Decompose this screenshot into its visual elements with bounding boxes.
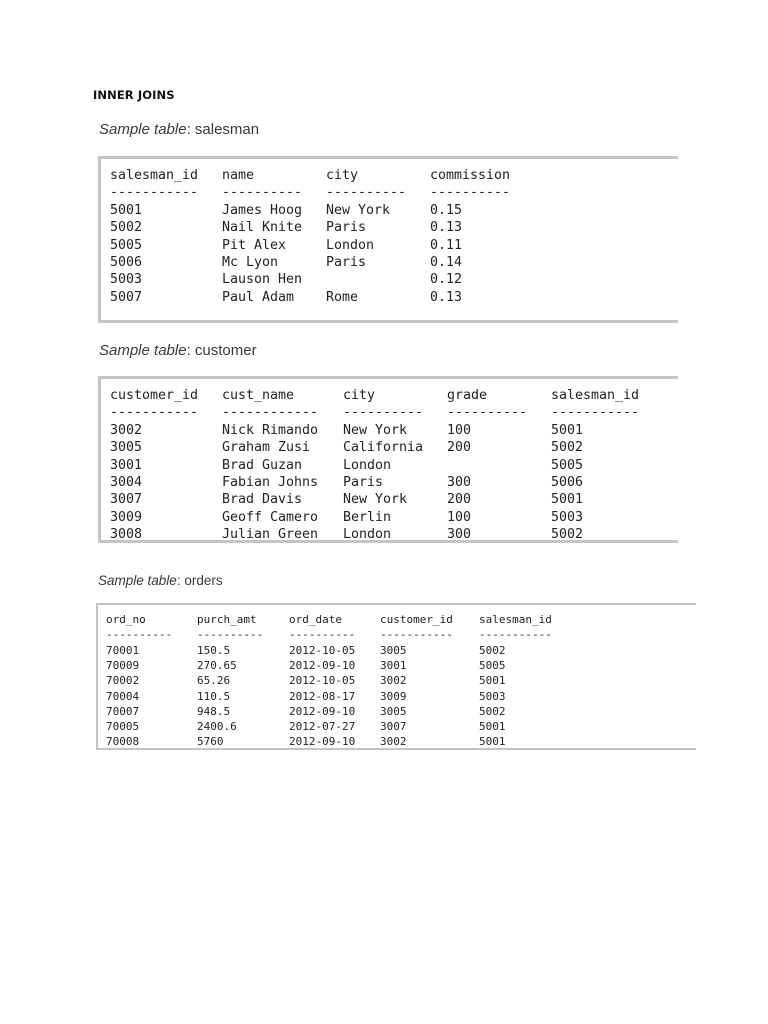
customer-table-row-cell: Fabian Johns [222,475,319,490]
orders-header-row-cell: ord_date [289,613,342,626]
customer-table-row-cell: London [343,457,392,473]
salesman-table-row-cell: 5002 [110,220,143,236]
orders-table-row-cell: 270.65 [197,658,237,672]
customer-table-row-cell: 5001 [551,492,584,508]
customer-table-row-cell: 5005 [551,457,584,473]
orders-table-row-cell: 5001 [479,720,506,734]
orders-table-row-cell: 70007 [106,704,140,718]
salesman-caption-rest: : salesman [186,121,260,138]
salesman-table-row-cell: New York [326,202,391,218]
orders-table-row-cell: 70001 [106,643,140,657]
orders-table-row-cell: 5002 [479,643,506,657]
orders-table-row-cell: 70008 [106,735,140,749]
orders-table-row-cell: 5005 [479,658,506,672]
customer-table-row-cell: 3001 [110,457,143,473]
orders-header-row-cell: customer_id [380,613,453,626]
customer-table-row-cell: 5002 [551,440,584,456]
orders-header-row-cell: ord_no [106,613,146,626]
orders-table-row-cell: 2012-10-05 [289,643,356,657]
customer-header-row-cell: city [343,388,376,403]
orders-table-row-cell: 2012-09-10 [289,704,356,718]
customer-table-row-cell: Geoff Camero [222,509,319,525]
orders-table-row-cell: 65.26 [197,674,231,688]
customer-caption-rest: : customer [186,342,257,359]
salesman-table-row-cell: Rome [326,289,359,305]
orders-caption-rest: : orders [176,573,223,588]
customer-table-row-cell: Brad Davis [222,492,303,508]
customer-separator-row-cell: ---------- [343,405,424,421]
salesman-table-row-cell: 0.15 [430,202,463,218]
salesman-table-row-cell: London [326,237,375,253]
salesman-table-row-cell: Paris [326,255,367,270]
orders-table-row-cell: 5003 [479,689,506,703]
customer-table-row-cell: California [343,440,424,456]
orders-table-row-cell: 948.5 [197,704,231,718]
customer-table-row-cell: Paris [343,475,384,490]
customer-separator-row-cell: ---------- [447,405,528,421]
customer-header-row-cell: customer_id [110,388,199,403]
orders-separator-row-cell: ---------- [289,628,356,642]
salesman-table-row-cell: 5001 [110,202,143,218]
customer-table-row-cell: 3008 [110,527,143,543]
salesman-caption-em: Sample table [99,121,187,138]
salesman-header-row-cell: salesman_id [110,168,199,183]
salesman-table-row-cell: Paul Adam [222,289,295,305]
orders-table-row-cell: 3005 [380,704,407,718]
customer-table-row-cell: 200 [447,440,472,456]
customer-header-row-cell: grade [447,388,488,403]
salesman-table-row-cell: 0.12 [430,272,463,288]
salesman-table-row-cell: 5005 [110,237,143,253]
orders-header-row-cell: purch_amt [197,613,257,626]
orders-table-row-cell: 3001 [380,658,407,672]
salesman-table-row-cell: Mc Lyon [222,255,279,270]
orders-table-row-cell: 2012-07-27 [289,720,356,734]
orders-table-row-cell: 70009 [106,658,140,672]
customer-header-row-cell: salesman_id [551,388,640,403]
salesman-table-row-cell: 5007 [110,289,143,305]
customer-table-row-cell: Graham Zusi [222,440,311,456]
salesman-table-row-cell: 0.13 [430,220,463,236]
customer-table-row-cell: 5002 [551,527,584,543]
salesman-table-row-cell: 0.11 [430,237,463,253]
customer-table-row-cell: Brad Guzan [222,457,303,473]
customer-table-row-cell: New York [343,492,408,508]
salesman-table-row-cell: 5006 [110,255,143,270]
customer-table-row-cell: 3002 [110,422,143,438]
page-heading: INNER JOINS [93,88,175,102]
orders-caption [98,573,223,588]
salesman-header-row-cell: name [222,168,255,183]
salesman-separator-row-cell: ---------- [326,185,407,201]
orders-separator-row-cell: ---------- [197,628,264,642]
salesman-table-row-cell: 5003 [110,272,143,288]
customer-table-row-cell: 3007 [110,492,143,508]
salesman-caption [99,121,259,138]
orders-caption-em: Sample table [98,573,177,588]
customer-caption [99,342,257,359]
customer-table-row-cell: 100 [447,509,472,525]
orders-table-row-cell: 5001 [479,674,506,688]
salesman-separator-row-cell: ----------- [110,185,199,201]
orders-table-row-cell: 150.5 [197,643,231,657]
salesman-header-row-cell: commission [430,168,511,183]
orders-table-row-cell: 70004 [106,689,140,703]
customer-table-row-cell: Julian Green [222,527,319,543]
customer-caption-em: Sample table [99,342,187,359]
orders-table-row-cell: 3009 [380,689,407,703]
orders-separator-row-cell: ---------- [106,628,173,642]
salesman-table-row-cell: James Hoog [222,202,303,218]
customer-table-row-cell: 300 [447,527,472,543]
customer-table-row-cell: 200 [447,492,472,508]
customer-table-row-cell: Nick Rimando [222,422,319,438]
orders-table [96,603,696,750]
customer-table-row-cell: Berlin [343,509,392,525]
orders-separator-row-cell: ----------- [479,628,552,642]
salesman-table-row-cell: 0.14 [430,255,463,270]
customer-table-row-cell: London [343,527,392,543]
customer-header-row-cell: cust_name [222,388,295,403]
orders-table-row-cell: 2012-09-10 [289,658,356,672]
salesman-table-row-cell: 0.13 [430,289,463,305]
orders-table-row-cell: 3007 [380,720,407,734]
orders-table-row-cell: 110.5 [197,689,231,703]
orders-table-row-cell: 5001 [479,735,506,749]
salesman-separator-row-cell: ---------- [222,185,303,201]
orders-table-row-cell: 2012-08-17 [289,689,356,703]
orders-separator-row-cell: ----------- [380,628,453,642]
salesman-header-row-cell: city [326,168,359,183]
customer-table-row-cell: 3005 [110,440,143,456]
customer-separator-row-cell: ----------- [110,405,199,421]
customer-separator-row-cell: ----------- [551,405,640,421]
orders-table-row-cell: 70002 [106,674,140,688]
salesman-table-row-cell: Lauson Hen [222,272,303,288]
customer-table [98,376,678,543]
customer-table-row-cell: 5003 [551,509,584,525]
salesman-table-row-cell: Pit Alex [222,237,287,253]
customer-table-row-cell: 100 [447,422,472,438]
orders-table-row-cell: 5002 [479,704,506,718]
orders-table-row-cell: 2012-09-10 [289,735,356,749]
orders-table-row-cell: 3005 [380,643,407,657]
salesman-table [98,156,678,323]
customer-table-row-cell: New York [343,422,408,438]
orders-table-row-cell: 3002 [380,674,407,688]
customer-table-row-cell: 300 [447,475,472,490]
customer-table-row-cell: 5006 [551,475,584,490]
orders-table-row-cell: 5760 [197,735,224,749]
orders-header-row-cell: salesman_id [479,613,552,626]
orders-table-row-cell: 2012-10-05 [289,674,356,688]
customer-table-row-cell: 5001 [551,422,584,438]
orders-table-row-cell: 3002 [380,735,407,749]
orders-table-row-cell: 2400.6 [197,720,237,734]
orders-table-row-cell: 70005 [106,720,140,734]
customer-table-row-cell: 3009 [110,509,143,525]
salesman-table-row-cell: Paris [326,220,367,236]
customer-table-row-cell: 3004 [110,475,143,490]
salesman-table-row-cell: Nail Knite [222,220,303,236]
customer-separator-row-cell: ------------ [222,405,319,421]
salesman-separator-row-cell: ---------- [430,185,511,201]
